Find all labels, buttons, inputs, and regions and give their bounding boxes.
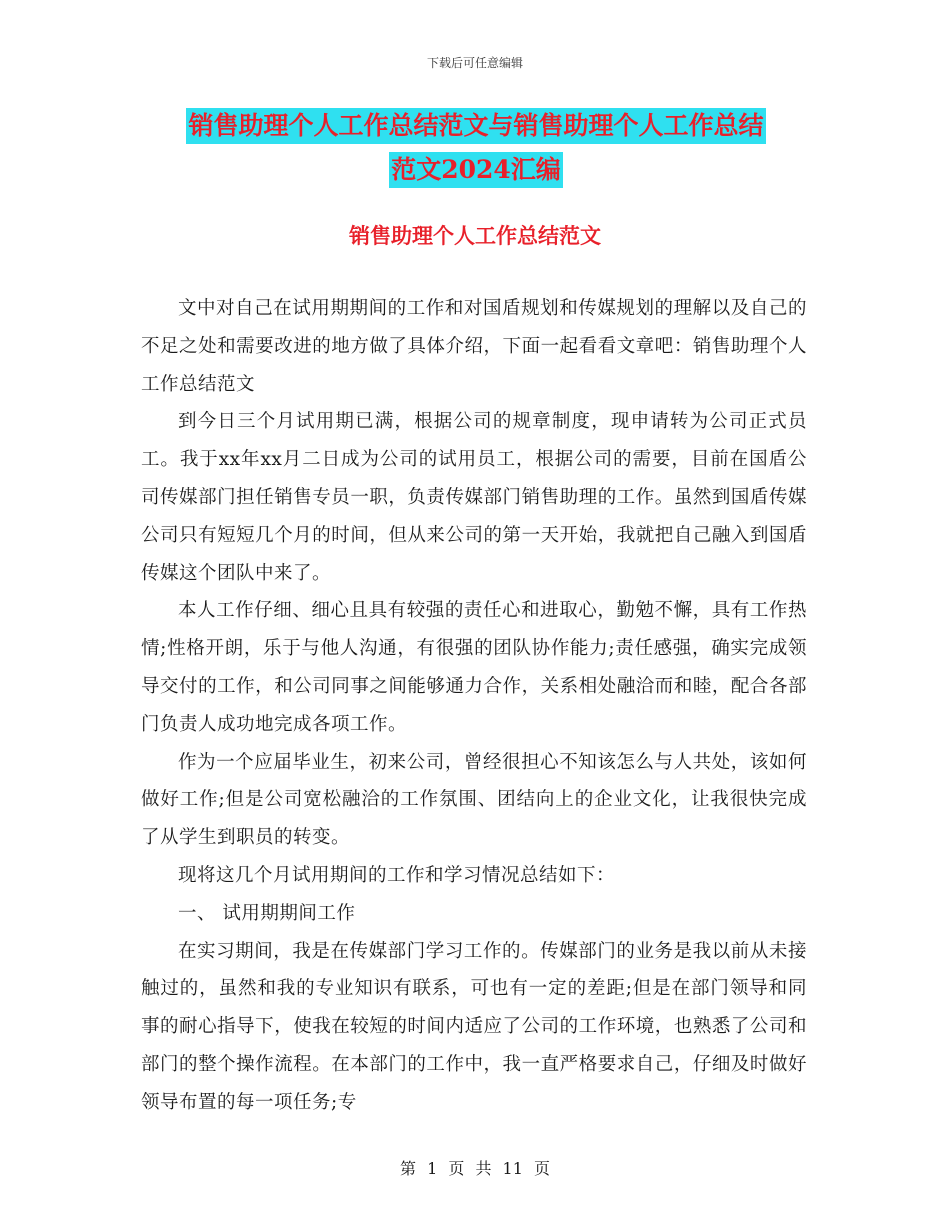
section-heading: 一、 试用期期间工作 (178, 902, 356, 924)
paragraph: 本人工作仔细、细心且具有较强的责任心和进取心，勤勉不懈，具有工作热情;性格开朗，乐于与他人沟通，有很强的团队协作能力;责任感强，确实完成领导交付的工作，和公司同事之间能够通力合作，关系相处融洽而和睦，配合各部门负责人成功地完成各项工作。 (141, 600, 807, 735)
paragraph: 现将这几个月试用期间的工作和学习情况总结如下： (178, 864, 616, 886)
page-header: 下载后可任意编辑 (426, 56, 523, 70)
paragraph: 到今日三个月试用期已满，根据公司的规章制度，现申请转为公司正式员工。我于xx年xx月二日成为公司的试用员工，根据公司的需要，目前在国盾公司传媒部门担任销售专员一职，负责传媒部门销售助理的工作。虽然到国盾传媒公司只有短短几个月的时间，但从来公司的第一天开始，我就把自己融入到国盾传媒这个团队中来了。 (141, 411, 807, 584)
section-title: 销售助理个人工作总结范文 (349, 223, 601, 248)
paragraph: 在实习期间，我是在传媒部门学习工作的。传媒部门的业务是我以前从未接触过的，虽然和我的专业知识有联系，可也有一定的差距;但是在部门领导和同事的耐心指导下，使我在较短的时间内适应了公司的工作环境，也熟悉了公司和部门的整个操作流程。在本部门的工作中，我一直严格要求自己，仔细及时做好领导布置的每一项任务;专 (141, 940, 807, 1113)
document-title (140, 108, 812, 196)
paragraph: 文中对自己在试用期期间的工作和对国盾规划和传媒规划的理解以及自己的不足之处和需要改进的地方做了具体介绍，下面一起看看文章吧：销售助理个人工作总结范文 (141, 298, 807, 395)
document-body (141, 290, 807, 1122)
title-line-1: 销售助理个人工作总结范文与销售助理个人工作总结 (186, 108, 765, 144)
page-number: 第 1 页 共 11 页 (400, 1159, 550, 1178)
title-line-2: 范文2024汇编 (389, 152, 563, 188)
paragraph: 作为一个应届毕业生，初来公司，曾经很担心不知该怎么与人共处，该如何做好工作;但是公司宽松融洽的工作氛围、团结向上的企业文化，让我很快完成了从学生到职员的转变。 (141, 751, 807, 849)
